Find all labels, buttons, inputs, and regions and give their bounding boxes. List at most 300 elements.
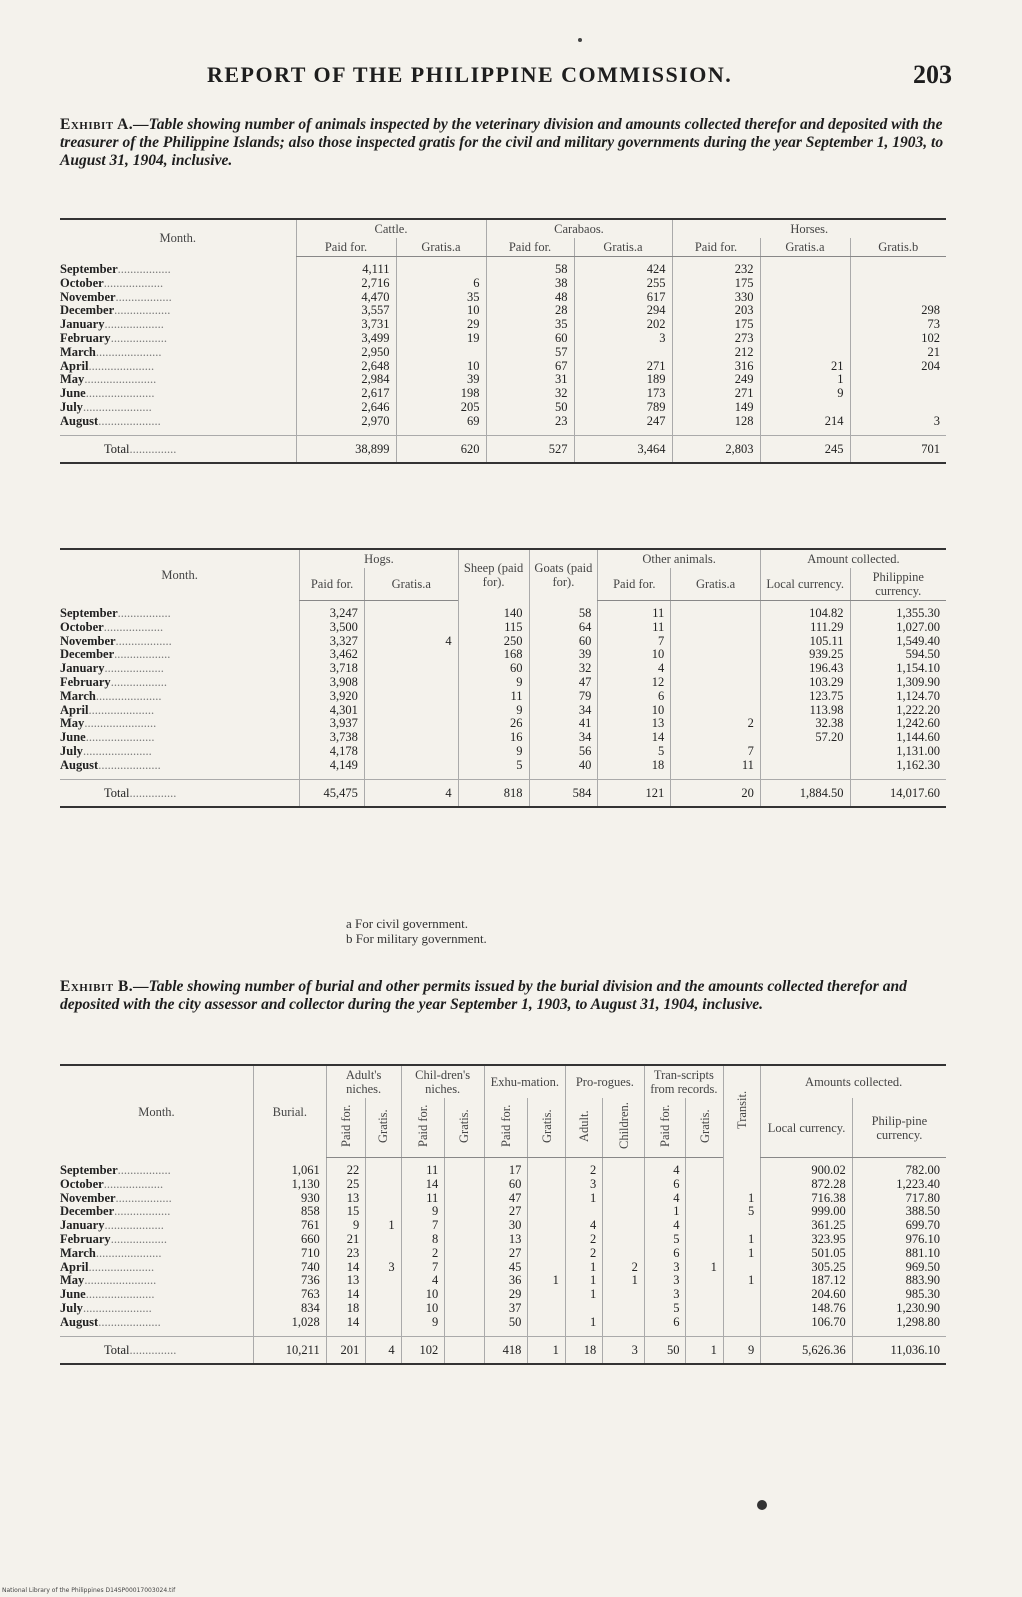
data-cell [528, 1288, 565, 1302]
data-cell: 5 [644, 1233, 686, 1247]
data-cell [445, 1219, 485, 1233]
data-cell: 2,617 [296, 387, 396, 401]
data-cell: 18 [326, 1302, 366, 1316]
data-cell: 3,500 [300, 621, 365, 635]
data-cell [760, 759, 850, 773]
data-cell: 10 [396, 304, 486, 318]
data-cell: 736 [253, 1274, 326, 1288]
data-cell: 2 [565, 1247, 602, 1261]
total-cell: 102 [401, 1336, 445, 1364]
month-cell [60, 648, 300, 662]
data-cell: 3,937 [300, 717, 365, 731]
data-cell [686, 1247, 723, 1261]
data-cell: 740 [253, 1261, 326, 1275]
data-cell: 1 [565, 1316, 602, 1330]
data-cell [528, 1233, 565, 1247]
data-cell: 2 [401, 1247, 445, 1261]
data-cell: 113.98 [760, 704, 850, 718]
data-cell [686, 1274, 723, 1288]
month-label: December [60, 1204, 115, 1219]
data-cell: 205 [396, 401, 486, 415]
data-cell [723, 1261, 760, 1275]
data-cell [603, 1205, 645, 1219]
data-cell: 2,984 [296, 373, 396, 387]
data-cell: 48 [486, 291, 574, 305]
data-cell [364, 648, 458, 662]
data-cell: 2,716 [296, 277, 396, 291]
data-cell: 4 [364, 635, 458, 649]
data-cell: 1,124.70 [850, 690, 946, 704]
data-cell: 361.25 [761, 1219, 853, 1233]
data-cell: 1,162.30 [850, 759, 946, 773]
data-cell: 13 [598, 717, 671, 731]
subheader: Paid for. [644, 1098, 686, 1158]
data-cell: 3,557 [296, 304, 396, 318]
month-cell [60, 607, 300, 621]
data-cell: 9 [326, 1219, 366, 1233]
data-cell: 1,028 [253, 1316, 326, 1330]
leader-dots: ...................... [85, 386, 155, 401]
subheader: Philip-pine currency. [852, 1098, 946, 1158]
subheader: Paid for. [486, 238, 574, 257]
data-cell: 19 [396, 332, 486, 346]
exhibit-a-table-1 [60, 218, 946, 464]
subheader: Paid for. [484, 1098, 528, 1158]
data-cell: 140 [458, 607, 529, 621]
table-row [60, 690, 946, 704]
data-cell: 1 [723, 1247, 760, 1261]
data-cell: 45 [484, 1261, 528, 1275]
table-row [60, 731, 946, 745]
data-cell: 11 [598, 621, 671, 635]
data-cell: 31 [486, 373, 574, 387]
data-cell: 273 [672, 332, 760, 346]
table-row [60, 1247, 946, 1261]
month-cell [60, 318, 296, 332]
data-cell: 3 [644, 1288, 686, 1302]
subheader: Adult. [565, 1098, 602, 1158]
footer-credit: National Library of the Philippines D14SP00017003024.tif [2, 1587, 176, 1594]
data-cell: 104.82 [760, 607, 850, 621]
data-cell [603, 1288, 645, 1302]
data-cell: 105.11 [760, 635, 850, 649]
data-cell: 501.05 [761, 1247, 853, 1261]
month-label: October [60, 275, 104, 290]
data-cell: 3,462 [300, 648, 365, 662]
data-cell: 761 [253, 1219, 326, 1233]
month-label: September [60, 1163, 118, 1177]
data-cell: 1 [565, 1274, 602, 1288]
leader-dots: ................. [117, 262, 171, 276]
data-cell: 9 [401, 1316, 445, 1330]
month-cell [60, 621, 300, 635]
running-title: REPORT OF THE PHILIPPINE COMMISSION. [207, 62, 733, 87]
data-cell [686, 1178, 723, 1192]
month-cell [60, 1178, 253, 1192]
data-cell: 1,144.60 [850, 731, 946, 745]
data-cell [528, 1192, 565, 1206]
leader-dots: ..................... [88, 1259, 155, 1274]
month-label: July [60, 399, 83, 414]
data-cell [850, 291, 946, 305]
data-cell [760, 277, 850, 291]
data-cell: 3 [644, 1261, 686, 1275]
data-cell: 148.76 [761, 1302, 853, 1316]
data-cell: 47 [484, 1192, 528, 1206]
leader-dots: ...................... [82, 1300, 152, 1315]
leader-dots: .................. [110, 674, 167, 689]
group-header-horses: Horses. [672, 219, 946, 238]
month-label: August [60, 1314, 99, 1329]
data-cell: 73 [850, 318, 946, 332]
subheader: Paid for. [296, 238, 396, 257]
table-row [60, 1192, 946, 1206]
data-cell: 1,061 [253, 1164, 326, 1178]
exhibit-a-caption-text: —Table showing number of animals inspected by the veterinary division and amounts collected therefor and deposited with the treasurer of the Philippine Islands; also those inspected gratis for the civil and military governments during the year September 1, 1903, to August 31, 1904, inclusive. [60, 116, 944, 169]
leader-dots: .................. [115, 289, 172, 304]
group-header-transcripts: Tran-scripts from records. [644, 1065, 723, 1098]
data-cell: 834 [253, 1302, 326, 1316]
data-cell: 2,646 [296, 401, 396, 415]
data-cell [445, 1288, 485, 1302]
group-header-exhumation: Exhu-mation. [484, 1065, 565, 1098]
data-cell: 23 [326, 1247, 366, 1261]
data-cell [671, 648, 761, 662]
month-cell [60, 1302, 253, 1316]
data-cell: 617 [574, 291, 672, 305]
month-cell [60, 717, 300, 731]
data-cell: 900.02 [761, 1164, 853, 1178]
data-cell: 9 [760, 387, 850, 401]
month-header: Month. [60, 219, 296, 257]
data-cell: 4,470 [296, 291, 396, 305]
data-cell: 10 [401, 1288, 445, 1302]
data-cell [686, 1192, 723, 1206]
data-cell: 1 [644, 1205, 686, 1219]
data-cell: 6 [644, 1316, 686, 1330]
data-cell: 13 [326, 1192, 366, 1206]
total-cell: 527 [486, 435, 574, 463]
data-cell [850, 263, 946, 277]
leader-dots: ....................... [84, 1273, 157, 1288]
month-cell [60, 1316, 253, 1330]
data-cell [364, 704, 458, 718]
data-cell [366, 1205, 401, 1219]
month-label: May [60, 1273, 85, 1288]
footnote-b: b For military government. [346, 931, 487, 946]
data-cell: 9 [401, 1205, 445, 1219]
month-cell [60, 635, 300, 649]
data-cell: 1,131.00 [850, 745, 946, 759]
data-cell: 858 [253, 1205, 326, 1219]
data-cell: 5 [723, 1205, 760, 1219]
data-cell [850, 373, 946, 387]
table-row [60, 1274, 946, 1288]
subheader: Children. [603, 1098, 645, 1158]
data-cell: 21 [760, 360, 850, 374]
table-row [60, 277, 946, 291]
month-header: Month. [60, 549, 300, 601]
table-row [60, 1164, 946, 1178]
data-cell [723, 1164, 760, 1178]
data-cell: 10 [598, 648, 671, 662]
data-cell: 189 [574, 373, 672, 387]
data-cell [528, 1261, 565, 1275]
table-row [60, 387, 946, 401]
data-cell [565, 1302, 602, 1316]
data-cell: 35 [486, 318, 574, 332]
data-cell: 175 [672, 277, 760, 291]
group-header-childrens-niches: Chil-dren's niches. [401, 1065, 484, 1098]
data-cell: 2 [603, 1261, 645, 1275]
data-cell: 60 [529, 635, 598, 649]
data-cell: 716.38 [761, 1192, 853, 1206]
total-cell: 50 [644, 1336, 686, 1364]
data-cell: 717.80 [852, 1192, 946, 1206]
month-label: March [60, 1245, 96, 1260]
month-cell [60, 277, 296, 291]
data-cell [445, 1247, 485, 1261]
data-cell: 32 [486, 387, 574, 401]
data-cell: 1 [565, 1261, 602, 1275]
data-cell [686, 1233, 723, 1247]
data-cell: 56 [529, 745, 598, 759]
subheader: Gratis.a [671, 568, 761, 601]
month-label: June [60, 386, 86, 401]
data-cell: 9 [458, 676, 529, 690]
data-cell: 4,149 [300, 759, 365, 773]
data-cell: 2,950 [296, 346, 396, 360]
month-cell [60, 1247, 253, 1261]
data-cell [366, 1247, 401, 1261]
data-cell: 35 [396, 291, 486, 305]
data-cell: 196.43 [760, 662, 850, 676]
leader-dots: ...................... [82, 399, 152, 414]
total-cell: 418 [484, 1336, 528, 1364]
data-cell: 660 [253, 1233, 326, 1247]
total-label: Total [104, 785, 130, 800]
leader-dots: ..................... [88, 358, 155, 373]
data-cell: 25 [326, 1178, 366, 1192]
data-cell [366, 1233, 401, 1247]
page-header [62, 62, 952, 102]
data-cell: 212 [672, 346, 760, 360]
data-cell [603, 1302, 645, 1316]
data-cell: 2 [565, 1164, 602, 1178]
data-cell [445, 1192, 485, 1206]
month-label: May [60, 716, 85, 731]
table-row [60, 621, 946, 635]
data-cell: 247 [574, 415, 672, 429]
exhibit-b-label: Exhibit B. [60, 978, 134, 995]
exhibit-a-label: Exhibit A. [60, 116, 134, 133]
month-label: October [60, 619, 104, 634]
data-cell: 57.20 [760, 731, 850, 745]
data-cell: 39 [396, 373, 486, 387]
data-cell: 3,247 [300, 607, 365, 621]
data-cell [603, 1192, 645, 1206]
data-cell: 6 [396, 277, 486, 291]
data-cell: 782.00 [852, 1164, 946, 1178]
data-cell: 17 [484, 1164, 528, 1178]
subheader: Paid for. [401, 1098, 445, 1158]
data-cell [528, 1178, 565, 1192]
subheader: Gratis. [445, 1098, 485, 1158]
data-cell: 204 [850, 360, 946, 374]
data-cell: 316 [672, 360, 760, 374]
data-cell: 7 [598, 635, 671, 649]
month-cell [60, 387, 296, 401]
month-label: July [60, 743, 83, 758]
data-cell [528, 1205, 565, 1219]
total-cell: 245 [760, 435, 850, 463]
subheader-transit: Transit. [723, 1065, 760, 1158]
data-cell: 881.10 [852, 1247, 946, 1261]
data-cell [364, 745, 458, 759]
data-cell: 69 [396, 415, 486, 429]
data-cell: 11 [401, 1192, 445, 1206]
leader-dots: .................. [110, 330, 167, 345]
month-label: August [60, 413, 99, 428]
month-cell [60, 745, 300, 759]
leader-dots: .................. [114, 303, 171, 318]
data-cell: 204.60 [761, 1288, 853, 1302]
data-cell: 58 [529, 607, 598, 621]
leader-dots: ................... [104, 661, 164, 676]
data-cell [445, 1261, 485, 1275]
data-cell: 3,718 [300, 662, 365, 676]
data-cell [445, 1302, 485, 1316]
data-cell: 7 [671, 745, 761, 759]
data-cell [528, 1164, 565, 1178]
burial-header: Burial. [253, 1065, 326, 1158]
data-cell [686, 1288, 723, 1302]
month-cell [60, 304, 296, 318]
data-cell: 232 [672, 263, 760, 277]
data-cell: 34 [529, 704, 598, 718]
data-cell: 23 [486, 415, 574, 429]
month-cell [60, 415, 296, 429]
data-cell: 173 [574, 387, 672, 401]
data-cell: 64 [529, 621, 598, 635]
leader-dots: ....................... [84, 372, 157, 387]
subheader: Gratis. [686, 1098, 723, 1158]
subheader: Paid for. [300, 568, 365, 601]
data-cell [603, 1233, 645, 1247]
data-cell: 18 [598, 759, 671, 773]
data-cell: 3 [850, 415, 946, 429]
data-cell [760, 346, 850, 360]
data-cell [366, 1178, 401, 1192]
data-cell: 123.75 [760, 690, 850, 704]
data-cell [671, 731, 761, 745]
leader-dots: ................... [103, 619, 164, 634]
data-cell [366, 1288, 401, 1302]
leader-dots: ................... [104, 1218, 164, 1233]
leader-dots: ...................... [82, 743, 152, 758]
month-label: March [60, 344, 96, 359]
month-label: November [60, 633, 116, 648]
data-cell [760, 332, 850, 346]
month-cell [60, 1164, 253, 1178]
data-cell: 9 [458, 745, 529, 759]
month-label: June [60, 730, 86, 745]
data-cell: 699.70 [852, 1219, 946, 1233]
table-row [60, 717, 946, 731]
group-header-prorogues: Pro-rogues. [565, 1065, 644, 1098]
table-row [60, 1302, 946, 1316]
subheader: Paid for. [672, 238, 760, 257]
data-cell: 14 [401, 1178, 445, 1192]
data-cell: 41 [529, 717, 598, 731]
month-cell [60, 263, 296, 277]
month-label: July [60, 1300, 83, 1315]
month-cell [60, 332, 296, 346]
data-cell: 60 [484, 1178, 528, 1192]
leader-dots: .................. [115, 1190, 172, 1205]
data-cell: 38 [486, 277, 574, 291]
total-cell: 5,626.36 [761, 1336, 853, 1364]
total-cell: 584 [529, 779, 598, 807]
data-cell: 6 [644, 1247, 686, 1261]
data-cell [445, 1205, 485, 1219]
total-cell: 818 [458, 779, 529, 807]
data-cell: 271 [574, 360, 672, 374]
data-cell: 203 [672, 304, 760, 318]
data-cell: 5 [458, 759, 529, 773]
data-cell: 3 [366, 1261, 401, 1275]
data-cell [723, 1302, 760, 1316]
exhibit-b-table [60, 1064, 946, 1365]
group-header-other-animals: Other animals. [598, 549, 761, 568]
data-cell: 2,970 [296, 415, 396, 429]
leader-dots: ...................... [85, 730, 155, 745]
data-cell: 21 [850, 346, 946, 360]
total-cell: 20 [671, 779, 761, 807]
leader-dots: ................... [103, 1176, 164, 1191]
month-cell [60, 662, 300, 676]
total-cell: 201 [326, 1336, 366, 1364]
month-label: March [60, 688, 96, 703]
data-cell: 3,738 [300, 731, 365, 745]
data-cell: 1 [603, 1274, 645, 1288]
group-header-cattle: Cattle. [296, 219, 486, 238]
total-cell: 9 [723, 1336, 760, 1364]
data-cell: 1,222.20 [850, 704, 946, 718]
total-label-cell [60, 1336, 253, 1364]
data-cell: 32.38 [760, 717, 850, 731]
data-cell: 30 [484, 1219, 528, 1233]
month-label: June [60, 1287, 86, 1302]
data-cell: 594.50 [850, 648, 946, 662]
data-cell: 1 [565, 1192, 602, 1206]
total-label: Total [104, 1342, 130, 1357]
table-row [60, 648, 946, 662]
data-cell: 14 [326, 1261, 366, 1275]
table-row [60, 1316, 946, 1330]
data-cell: 22 [326, 1164, 366, 1178]
subheader: Gratis. [528, 1098, 565, 1158]
data-cell [364, 676, 458, 690]
data-cell: 1 [723, 1192, 760, 1206]
data-cell: 29 [396, 318, 486, 332]
month-cell [60, 373, 296, 387]
data-cell: 976.10 [852, 1233, 946, 1247]
month-cell [60, 676, 300, 690]
data-cell [760, 304, 850, 318]
month-cell [60, 1192, 253, 1206]
data-cell: 11 [598, 607, 671, 621]
